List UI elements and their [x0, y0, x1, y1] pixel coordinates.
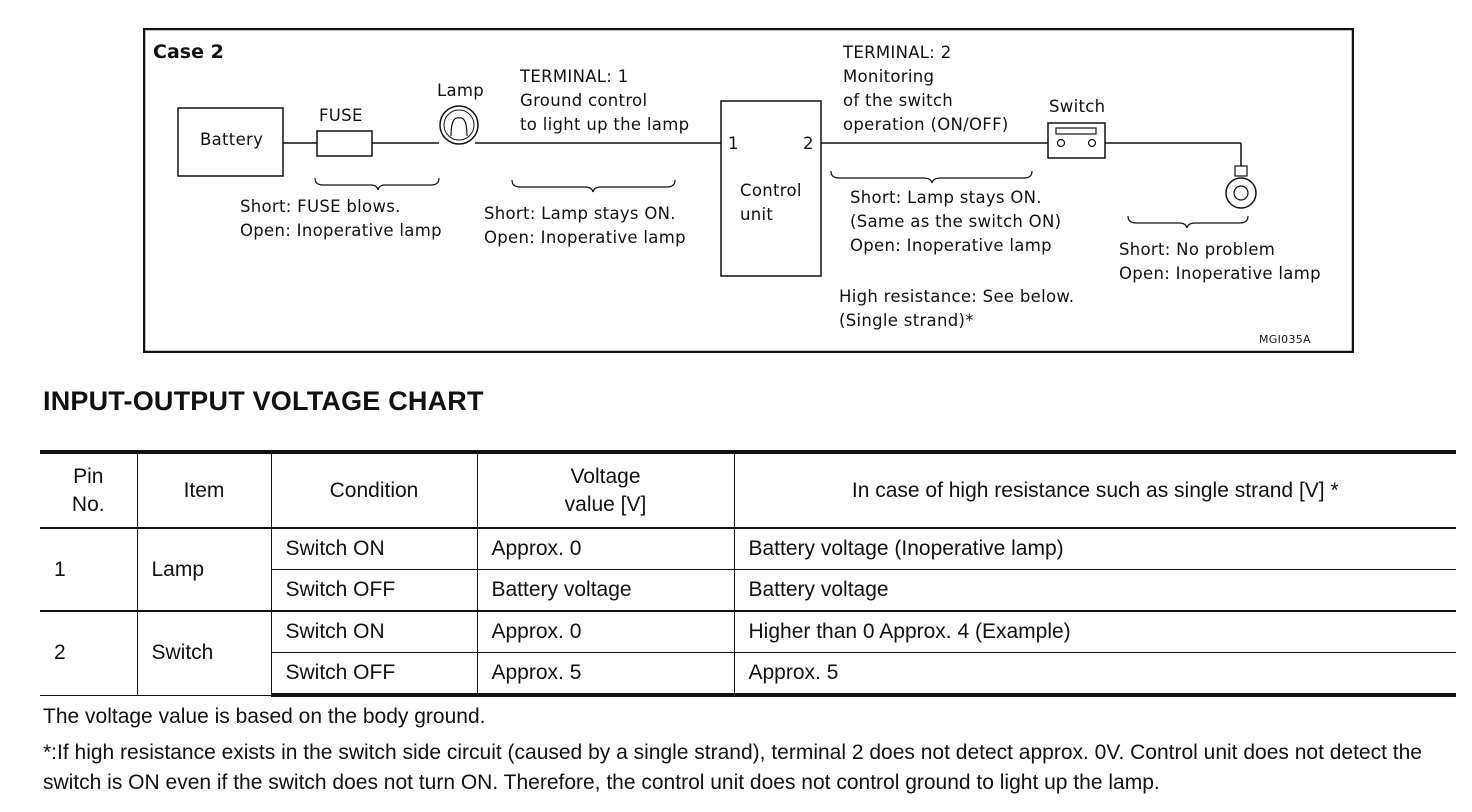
circuit-diagram [143, 28, 1354, 353]
terminal1-description: TERMINAL: 1 Ground control to light up the lamp [520, 67, 690, 134]
battery-label: Battery [200, 130, 264, 149]
high-resistance-cell: Battery voltage (Inoperative lamp) [734, 528, 1456, 570]
high-resistance-cell: Battery voltage [734, 570, 1456, 612]
header-voltage-value: Voltage value [V] [477, 452, 734, 528]
ground-note: Short: No problem Open: Inoperative lamp [1119, 240, 1321, 283]
header-pin-no: Pin No. [40, 452, 137, 528]
brace [512, 180, 675, 192]
item-name: Switch [137, 611, 271, 695]
voltage-cell: Approx. 5 [477, 653, 734, 696]
pin-number: 2 [40, 611, 137, 695]
voltage-note: The voltage value is based on the body ground. [43, 705, 486, 728]
lamp-label: Lamp [437, 81, 485, 100]
chart-heading: INPUT-OUTPUT VOLTAGE CHART [43, 386, 484, 416]
terminal2-note: Short: Lamp stays ON. (Same as the switch ON) Open: Inoperative lamp [850, 188, 1062, 255]
figure-code: MGI035A [1259, 333, 1311, 346]
lamp-note: Short: Lamp stays ON. Open: Inoperative lamp [484, 204, 686, 247]
pin1-label: 1 [728, 134, 739, 153]
condition-cell: Switch OFF [271, 570, 477, 612]
table-row [40, 611, 1456, 653]
case-label: Case 2 [153, 41, 224, 63]
condition-cell: Switch ON [271, 528, 477, 570]
voltage-table [40, 450, 1456, 697]
header-condition: Condition [271, 452, 477, 528]
condition-cell: Switch ON [271, 611, 477, 653]
switch-label: Switch [1049, 97, 1106, 116]
table-header-row [40, 452, 1456, 528]
condition-cell: Switch OFF [271, 653, 477, 696]
switch-symbol [1048, 123, 1105, 158]
header-high-resistance: In case of high resistance such as single strand [V] * [734, 452, 1456, 528]
pin-number: 1 [40, 528, 137, 611]
terminal2-description: TERMINAL: 2 Monitoring of the switch operation (ON/OFF) [843, 43, 1009, 134]
item-name: Lamp [137, 528, 271, 611]
table-row [40, 528, 1456, 570]
brace [831, 171, 1032, 183]
header-item: Item [137, 452, 271, 528]
fuse-symbol [317, 131, 372, 156]
lamp-symbol [440, 106, 478, 144]
high-resistance-cell: Approx. 5 [734, 653, 1456, 696]
fuse-label: FUSE [319, 106, 363, 125]
voltage-cell: Approx. 0 [477, 611, 734, 653]
voltage-cell: Battery voltage [477, 570, 734, 612]
high-resistance-note: High resistance: See below. (Single strand)* [839, 287, 1075, 330]
voltage-cell: Approx. 0 [477, 528, 734, 570]
brace [315, 178, 439, 190]
fuse-note: Short: FUSE blows. Open: Inoperative lamp [240, 197, 442, 240]
high-resistance-footnote: *:If high resistance exists in the switch side circuit (caused by a single strand), terminal 2 does not detect approx. 0V. Control unit does not detect the switch is ON even if the switch does not turn ON. Therefore, the control unit does not control ground to light up the lamp. [43, 741, 1422, 794]
high-resistance-cell: Higher than 0 Approx. 4 (Example) [734, 611, 1456, 653]
pin2-label: 2 [803, 134, 814, 153]
brace [1128, 216, 1248, 228]
ground-symbol [1226, 166, 1256, 208]
control-unit-label: Control unit [740, 181, 802, 224]
